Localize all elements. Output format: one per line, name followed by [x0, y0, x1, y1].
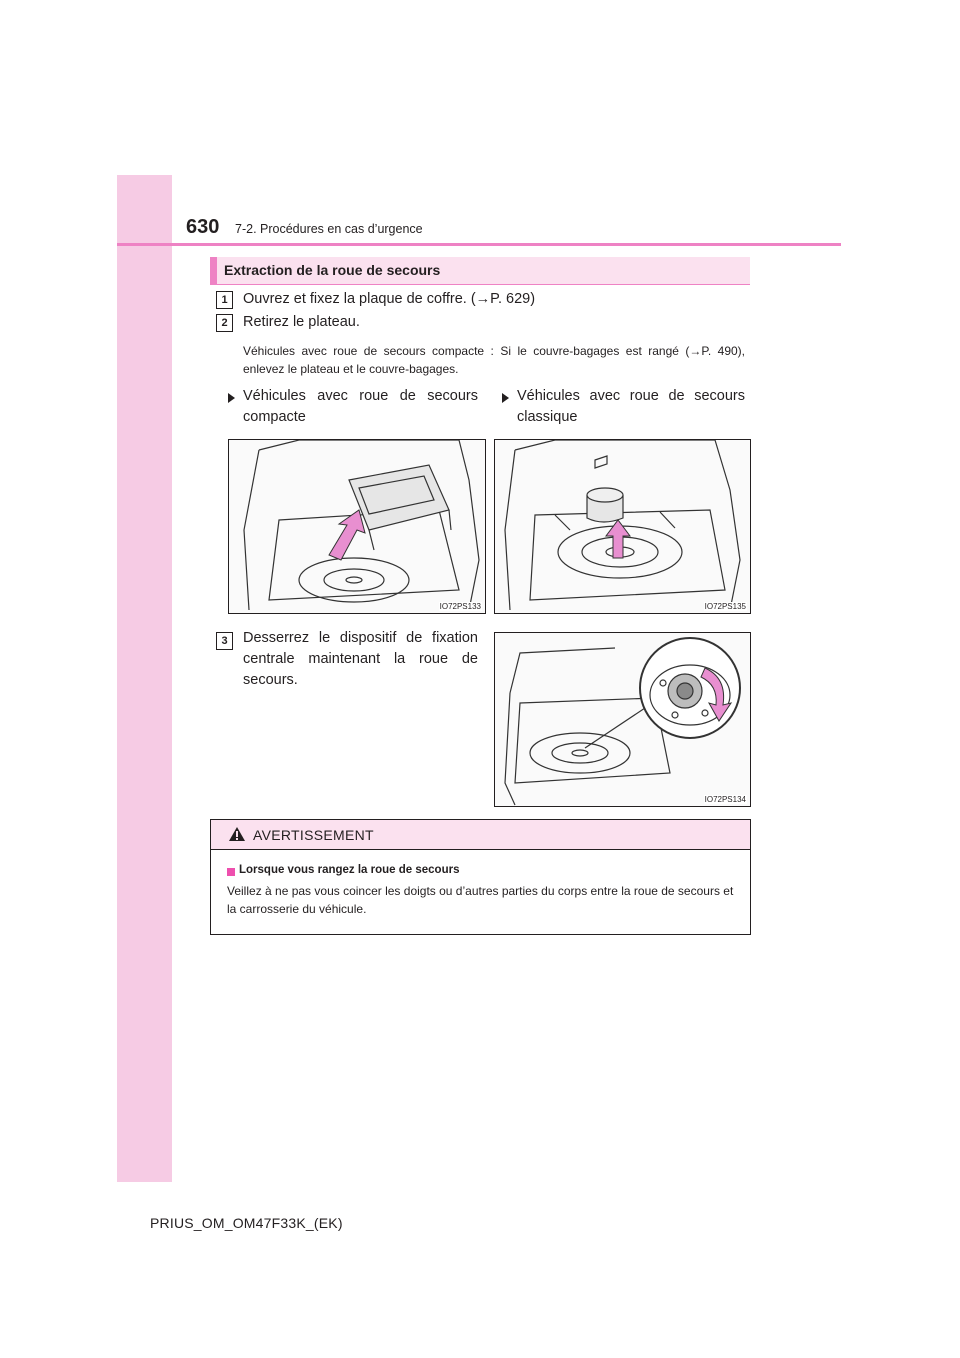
triangle-bullet-icon	[228, 393, 235, 403]
variant-classic-label: Véhicules avec roue de secours classique	[517, 388, 745, 425]
warning-body: Veillez à ne pas vous coincer les doigts ou d’autres parties du corps entre la roue de secours et la carrosserie du véhicule.	[227, 884, 734, 916]
illustration-loosen-fixture	[494, 632, 751, 807]
illustration-compact-spare	[228, 439, 486, 614]
triangle-bullet-icon	[502, 393, 509, 403]
step-2-note: Véhicules avec roue de secours compacte : Si le couvre-bagages est rangé (→P. 490), enlevez le plateau et le couvre-bagages.	[243, 344, 745, 376]
figure-code: IO72PS135	[704, 602, 746, 611]
side-tab-strip	[117, 175, 172, 1182]
section-title: 7-2. Procédures en cas d’urgence	[235, 222, 423, 236]
step-badge-1: 1	[216, 291, 233, 309]
step-1-text: Ouvrez et fixez la plaque de coffre. (→P. 629)	[243, 291, 536, 307]
figure-code: IO72PS134	[704, 795, 746, 804]
section-heading-text: Extraction de la roue de secours	[224, 262, 441, 278]
warning-header	[211, 820, 750, 850]
warning-subtitle: Lorsque vous rangez la roue de secours	[239, 864, 460, 876]
header-rule	[117, 243, 841, 246]
warning-box	[210, 819, 751, 935]
page-number: 630	[186, 216, 220, 238]
section-heading	[210, 257, 750, 285]
warning-triangle-icon	[228, 826, 246, 842]
illustration-classic-spare	[494, 439, 751, 614]
warning-title: AVERTISSEMENT	[253, 827, 374, 843]
step-badge-2: 2	[216, 314, 233, 332]
step-badge-3: 3	[216, 632, 233, 650]
step-2-text: Retirez le plateau.	[243, 314, 360, 330]
square-bullet-icon	[227, 868, 235, 876]
step-3-text: Desserrez le dispositif de fixation centrale maintenant la roue de secours.	[243, 630, 478, 688]
heading-accent	[210, 257, 217, 284]
figure-code: IO72PS133	[439, 602, 481, 611]
variant-compact-label: Véhicules avec roue de secours compacte	[243, 388, 478, 425]
footer-doc-code: PRIUS_OM_OM47F33K_(EK)	[150, 1215, 343, 1231]
